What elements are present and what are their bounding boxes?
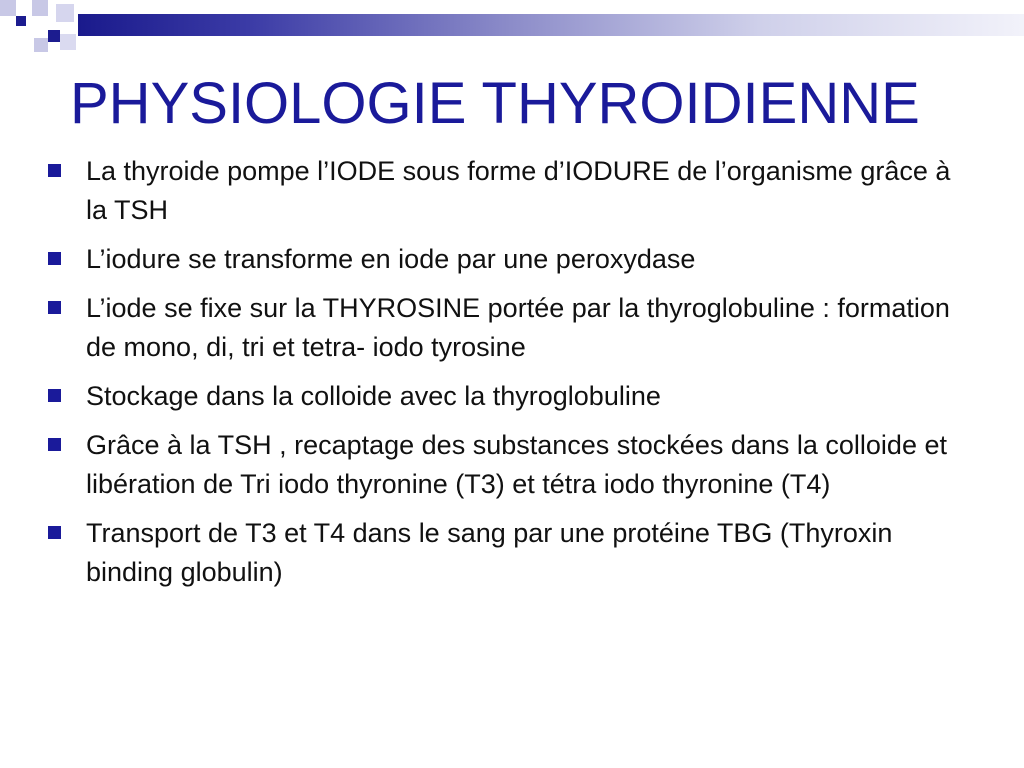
header-gradient-bar bbox=[78, 14, 1024, 36]
bullet-item bbox=[48, 289, 978, 367]
bullet-text: La thyroide pompe l’IODE sous forme d’IODURE de l’organisme grâce à la TSH bbox=[86, 156, 951, 225]
slide-title: PHYSIOLOGIE THYROIDIENNE bbox=[70, 71, 920, 136]
bullet-text: L’iode se fixe sur la THYROSINE portée par la thyroglobuline : formation de mono, di, tri et tetra- iodo tyrosine bbox=[86, 293, 950, 362]
bullet-item bbox=[48, 514, 978, 592]
decorative-square bbox=[48, 30, 60, 42]
bullet-list bbox=[48, 152, 978, 602]
bullet-item bbox=[48, 152, 978, 230]
bullet-item bbox=[48, 240, 978, 279]
square-bullet-icon bbox=[48, 252, 61, 265]
bullet-text: Stockage dans la colloide avec la thyroglobuline bbox=[86, 381, 661, 411]
square-bullet-icon bbox=[48, 526, 61, 539]
decorative-square bbox=[60, 34, 76, 50]
bullet-text: L’iodure se transforme en iode par une peroxydase bbox=[86, 244, 696, 274]
square-bullet-icon bbox=[48, 164, 61, 177]
square-bullet-icon bbox=[48, 301, 61, 314]
decorative-square bbox=[56, 4, 74, 22]
bullet-item bbox=[48, 377, 978, 416]
decorative-square bbox=[32, 0, 48, 16]
decorative-square bbox=[0, 0, 16, 16]
bullet-text: Grâce à la TSH , recaptage des substances stockées dans la colloide et libération de Tri iodo thyronine (T3) et tétra iodo thyronine (T4) bbox=[86, 430, 947, 499]
square-bullet-icon bbox=[48, 389, 61, 402]
header-decoration bbox=[0, 0, 1024, 60]
decorative-square bbox=[16, 16, 26, 26]
bullet-text: Transport de T3 et T4 dans le sang par une protéine TBG (Thyroxin binding globulin) bbox=[86, 518, 893, 587]
bullet-item bbox=[48, 426, 978, 504]
square-bullet-icon bbox=[48, 438, 61, 451]
decorative-square bbox=[34, 38, 48, 52]
